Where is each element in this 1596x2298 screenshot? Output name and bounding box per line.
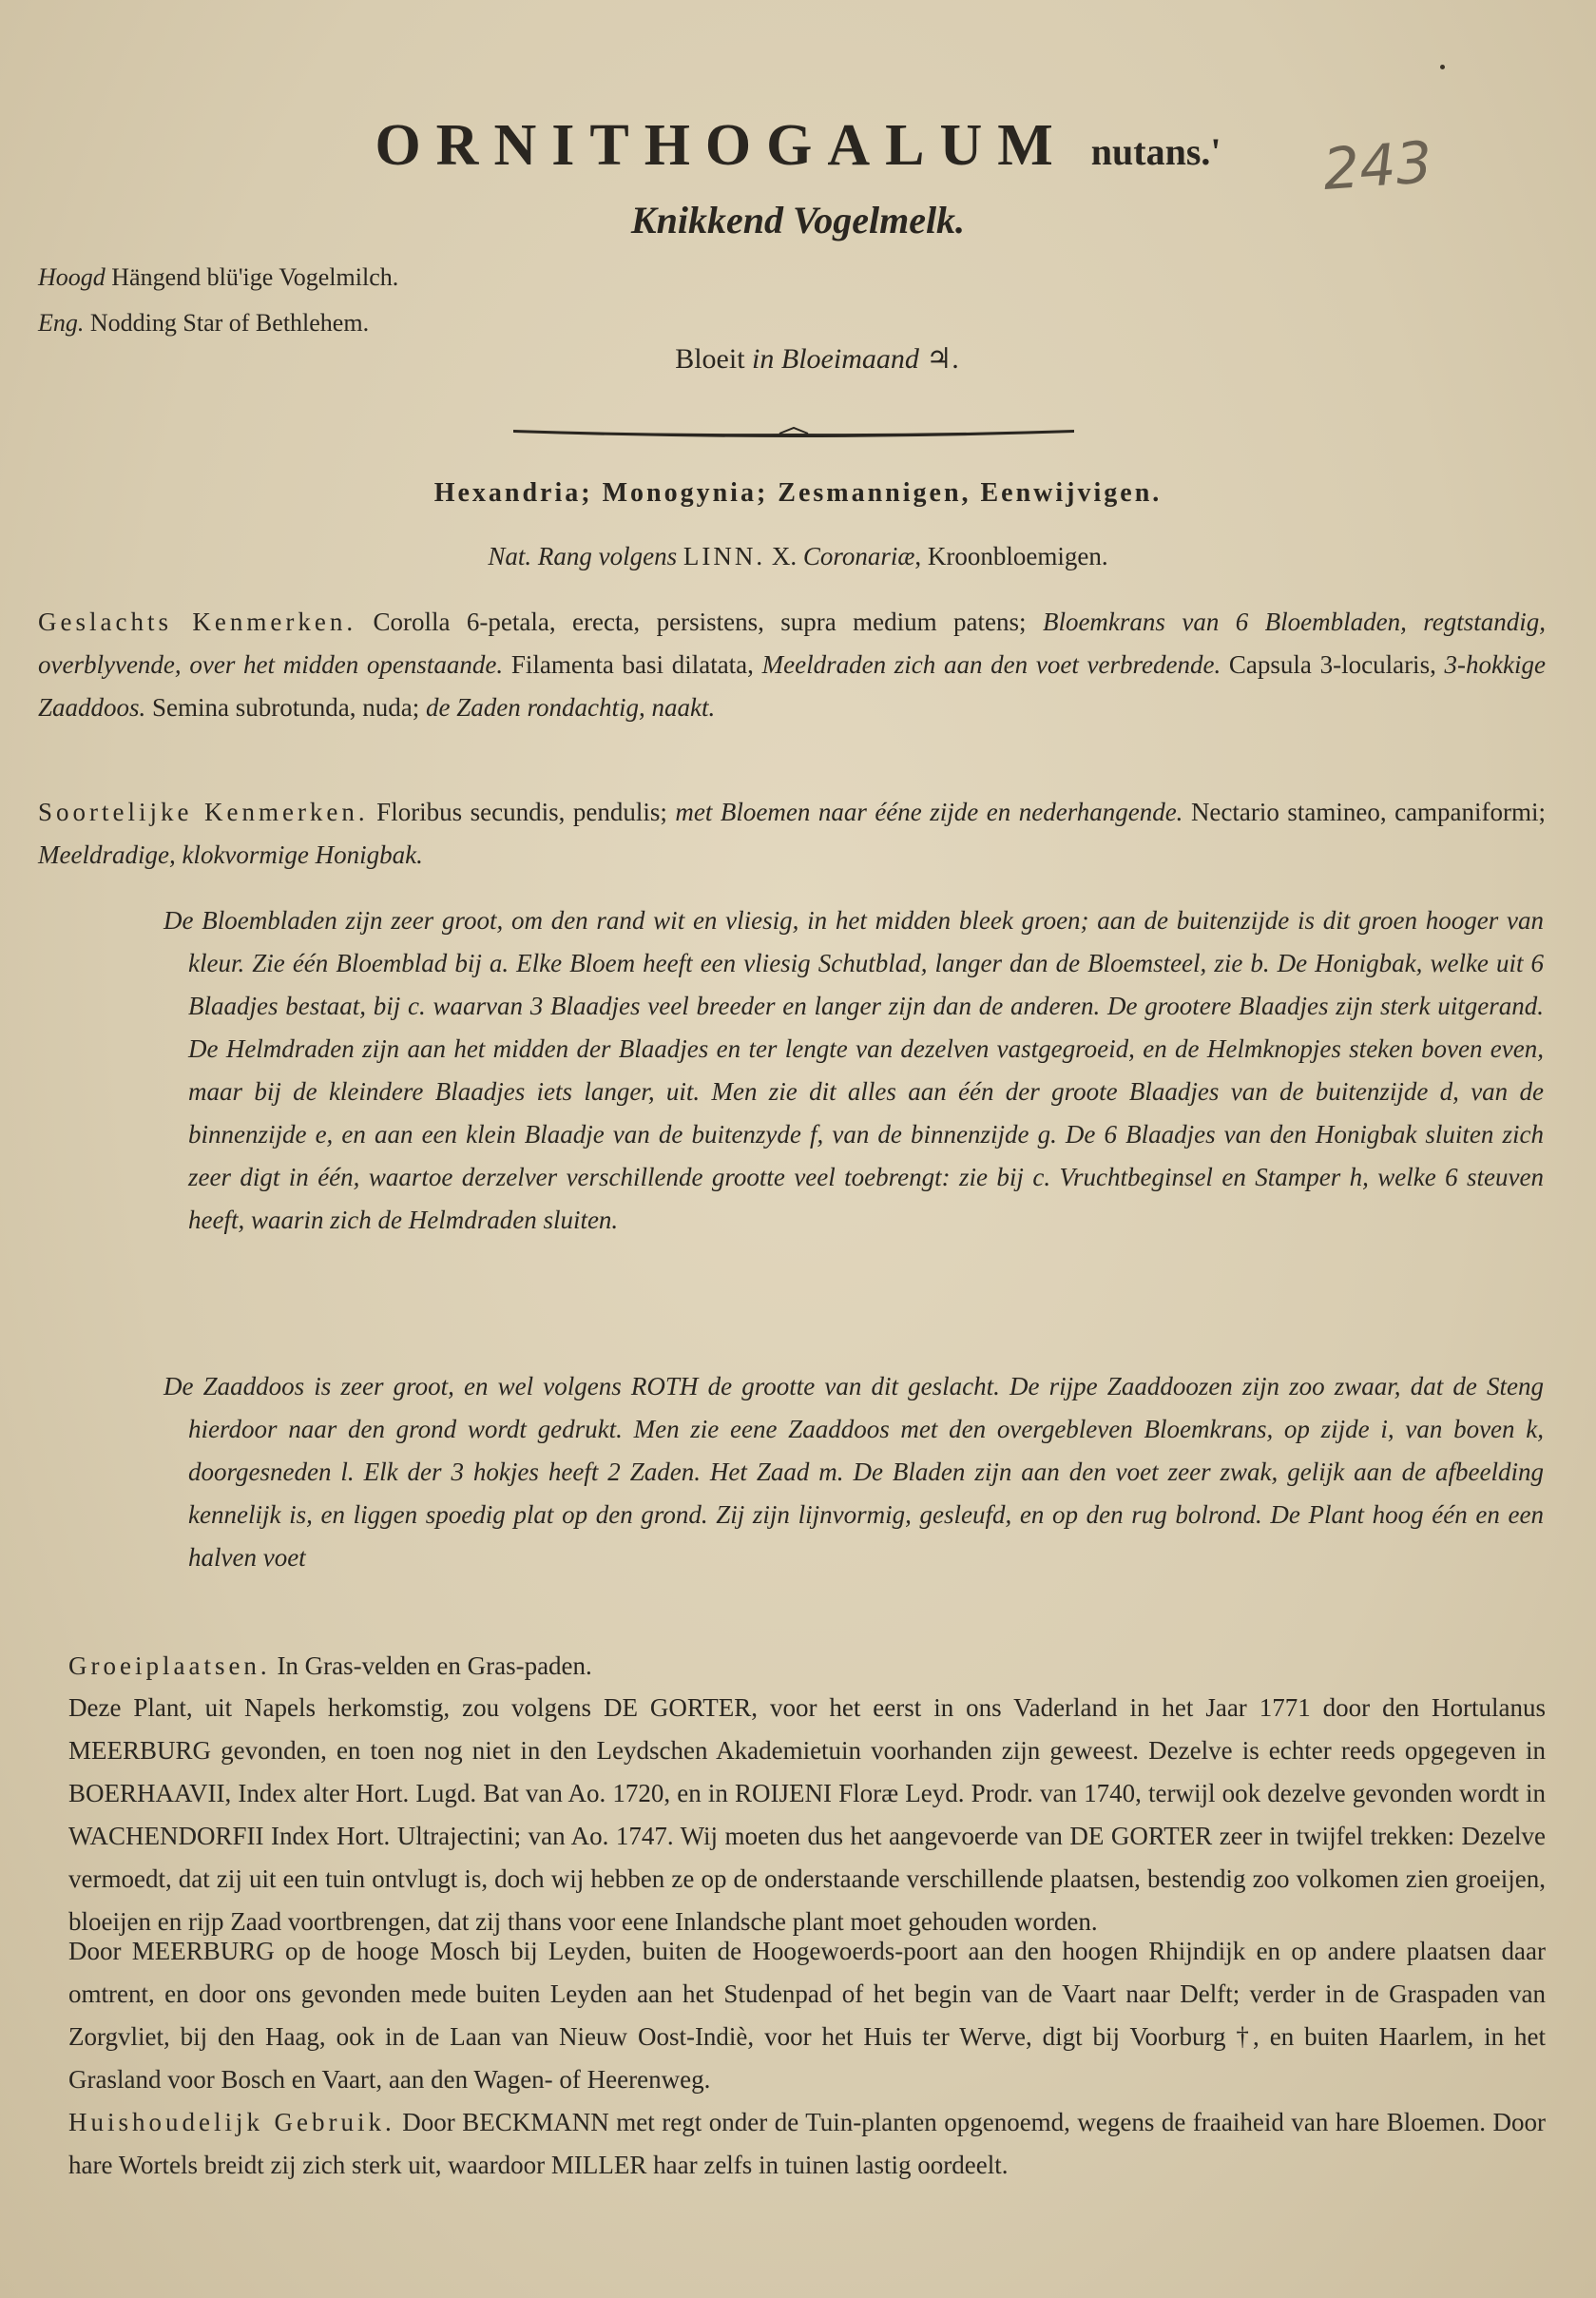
natural-order-number: X. bbox=[771, 542, 798, 570]
synonym-language: Hoogd bbox=[38, 263, 106, 291]
plate-number: 243 bbox=[1320, 129, 1434, 203]
synonym-language: Eng. bbox=[38, 309, 85, 337]
synonym-name: Nodding Star of Bethlehem. bbox=[89, 309, 370, 337]
linnaean-classification: Hexandria; Monogynia; Zesmannigen, Eenwijvigen. bbox=[433, 478, 1163, 508]
flowering-prefix: Bloeit bbox=[675, 343, 745, 375]
natural-order-author: LINN. bbox=[683, 542, 766, 570]
genus-dutch-3: 3-hokkige Zaaddoos. bbox=[38, 650, 1546, 722]
genus-dutch-1: Bloemkrans van 6 Bloembladen, regtstandig, overblyvende, over het midden openstaande. bbox=[38, 608, 1547, 679]
habitat-history: Deze Plant, uit Napels herkomstig, zou volgens DE GORTER, voor het eerst in ons Vaderland in het Jaar 1771 door den Hortulanus MEERBURG gevonden, en toen nog niet in den Leydschen Akademietuin voorhanden zijn geweest. Dezelve is echter reeds opgegeven in BOERHAAVII, Index alter Hort. Lugd. Bat van Ao. 1720, en in ROIJENI Floræ Leyd. Prodr. van 1740, terwijl ook dezelve gevonden wordt in WACHENDORFII Index Hort. Ultrajectini; van Ao. 1747. Wij moeten dus het aangevoerde van DE GORTER zeer in twijfel trekken: Dezelve vermoedt, dat zij uit een tuin ontvlugt is, doch wij hebben ze op de onderstaande verschillende plaatsen, bestendig zoo volkomen zien groeijen, bloeijen en rijp Zaad voortbrengen, dat zij thans voor eene Inlandsche plant moet gehouden worden. bbox=[68, 1693, 1546, 1936]
household-use bbox=[68, 2101, 1546, 2187]
genus-title: ORNITHOGALUM bbox=[375, 113, 1068, 178]
species-dutch-1: met Bloemen naar ééne zijde en nederhangende. bbox=[675, 798, 1183, 826]
perennial-symbol: ♃. bbox=[926, 343, 959, 375]
genus-latin-3: Capsula 3-locularis, bbox=[1228, 650, 1436, 679]
genus-latin-1: Corolla 6-petala, erecta, persistens, supra medium patens; bbox=[373, 608, 1027, 636]
natural-order-name: Coronariæ bbox=[802, 542, 915, 570]
species-dutch-2: Meeldradige, klokvormige Honigbak. bbox=[38, 840, 423, 869]
species-characters bbox=[38, 791, 1546, 877]
household-use-text: Door BECKMANN met regt onder de Tuin-planten opgenoemd, wegens de fraaiheid van hare Bloemen. Door hare Wortels breidt zij zich sterk uit, waardoor MILLER haar zelfs in tuinen lastig oordeelt. bbox=[68, 2108, 1547, 2179]
synonyms bbox=[38, 255, 398, 346]
ink-speck bbox=[1440, 65, 1445, 69]
species-latin-2: Nectario stamineo, campaniformi; bbox=[1190, 798, 1547, 826]
genus-dutch-4: de Zaden rondachtig, naakt. bbox=[426, 693, 716, 722]
description-fruit: De Zaaddoos is zeer groot, en wel volgens ROTH de grootte van dit geslacht. De rijpe Zaaddoozen zijn zoo zwaar, dat de Steng hierdoor naar den grond wordt gedrukt. Men zie eene Zaaddoos met den overgebleven Bloemkrans, op zijde i, van boven k, doorgesneden l. Elk der 3 hokjes heeft 2 Zaden. Het Zaad m. De Bladen zijn aan den voet zeer zwak, gelijk aan de afbeelding kennelijk is, en liggen spoedig plat op den grond. Zij zijn lijnvormig, gesleufd, en op den rug bolrond. De Plant hoog één en een halven voet bbox=[163, 1372, 1544, 1572]
synonym-name: Hängend blü'ige Vogelmilch. bbox=[111, 263, 399, 291]
genus-latin-4: Semina subrotunda, nuda; bbox=[152, 693, 420, 722]
habitat-locations: Door MEERBURG op de hooge Mosch bij Leyden, buiten de Hoogewoerds-poort aan den hoogen Rhijndijk en op andere plaatsen daar omtrent, en door ons gevonden mede buiten Leyden aan het Studenpad of het begin van de Vaart naar Delft; verder in de Graspaden van Zorgvliet, bij den Haag, ook in de Laan van Nieuw Oost-Indiè, voor het Huis ter Werve, digt bij Voorburg †, en buiten Haarlem, in het Grasland voor Bosch en Vaart, aan den Wagen- of Heerenweg. bbox=[68, 1937, 1546, 2094]
genus-dutch-2: Meeldraden zich aan den voet verbredende. bbox=[761, 650, 1221, 679]
flowering-in: in bbox=[752, 343, 775, 375]
natural-order bbox=[0, 542, 1596, 571]
genus-latin-2: Filamenta basi dilatata, bbox=[510, 650, 754, 679]
household-use-heading: Huishoudelijk Gebruik. bbox=[68, 2108, 395, 2136]
description-flower: De Bloembladen zijn zeer groot, om den rand wit en vliesig, in het midden bleek groen; aan de buitenzijde is dit groen hooger van kleur. Zie één Bloemblad bij a. Elke Bloem heeft een vliesig Schutblad, langer dan de Bloemsteel, zie b. De Honigbak, welke uit 6 Blaadjes bestaat, bij c. waarvan 3 Blaadjes veel breeder en langer zijn dan de anderen. De grootere Blaadjes zijn sterk uitgerand. De Helmdraden zijn aan het midden der Blaadjes en ter lengte van dezelven vastgegroeid, en de Helmknopjes steken boven even, maar bij de kleindere Blaadjes iets langer, uit. Men zie dit alles aan één der groote Blaadjes van de buitenzijde d, van de binnenzijde e, en aan een klein Blaadje van de buitenzyde f, van de binnenzijde g. De 6 Blaadjes van den Honigbak sluiten zich zeer digt in één, waartoe derzelver verschillende grootte veel toebrengt: zie bij c. Vruchtbeginsel en Stamper h, welke 6 steuven heeft, waarin zich de Helmdraden sluiten. bbox=[163, 906, 1544, 1234]
species-latin-1: Floribus secundis, pendulis; bbox=[376, 798, 667, 826]
habitat-heading: Groeiplaatsen. bbox=[68, 1651, 271, 1680]
natural-order-dutch: , Kroonbloemigen. bbox=[914, 542, 1108, 570]
dutch-name: Knikkend Vogelmelk. bbox=[630, 199, 966, 241]
habitat-heading-line bbox=[68, 1645, 1546, 1688]
species-title: nutans.' bbox=[1090, 130, 1221, 173]
habitat-summary: In Gras-velden en Gras-paden. bbox=[277, 1651, 592, 1680]
species-characters-heading: Soortelijke Kenmerken. bbox=[38, 798, 369, 826]
ornamental-divider bbox=[513, 426, 1074, 439]
genus-characters-heading: Geslachts Kenmerken. bbox=[38, 608, 357, 636]
synonym-german bbox=[38, 255, 398, 300]
flowering-time bbox=[0, 342, 1596, 376]
flowering-month: Bloeimaand bbox=[780, 343, 919, 375]
synonym-english bbox=[38, 300, 398, 346]
natural-order-prefix: Nat. Rang volgens bbox=[488, 542, 678, 570]
genus-characters bbox=[38, 601, 1546, 729]
